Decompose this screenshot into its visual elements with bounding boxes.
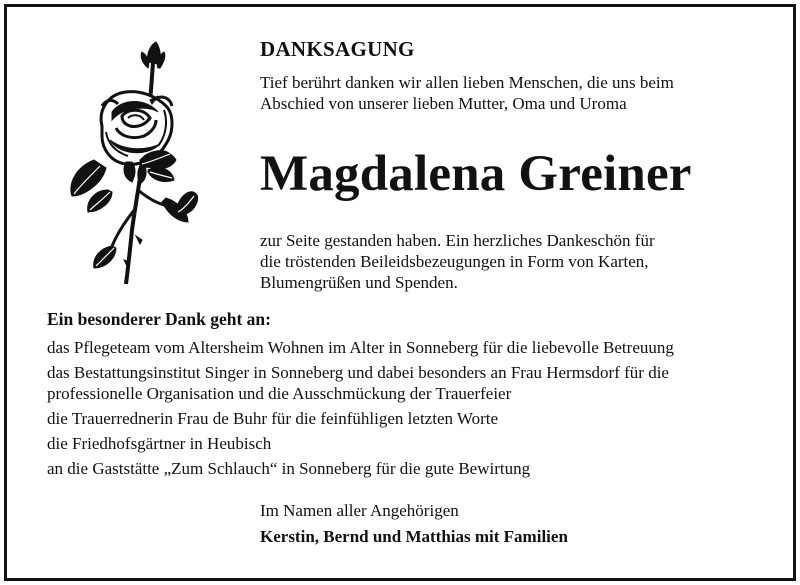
card-heading: DANKSAGUNG: [260, 37, 415, 61]
thanks-line: Blumengrüßen und Spenden.: [260, 273, 458, 292]
special-thanks-heading: Ein besonderer Dank geht an:: [47, 309, 271, 329]
intro-line: Abschied von unserer lieben Mutter, Oma und Uroma: [260, 94, 627, 113]
list-item: [47, 433, 767, 454]
list-item-line: professionelle Organisation und die Ausschmückung der Trauerfeier: [47, 384, 512, 403]
list-item: [47, 337, 767, 358]
intro-line: Tief berührt danken wir allen lieben Menschen, die uns beim: [260, 73, 674, 92]
list-item-line: an die Gaststätte „Zum Schlauch“ in Sonneberg für die gute Bewirtung: [47, 459, 531, 478]
intro-text: [260, 72, 780, 114]
list-item: [47, 458, 767, 479]
thanks-line: die tröstenden Beileidsbezeugungen in Form von Karten,: [260, 252, 649, 271]
list-item-line: die Trauerrednerin Frau de Buhr für die feinfühligen letzten Worte: [47, 409, 499, 428]
deceased-name: Magdalena Greiner: [260, 146, 692, 202]
closing-block: [260, 498, 568, 550]
list-item: [47, 362, 767, 404]
list-item-line: das Bestattungsinstitut Singer in Sonneberg und dabei besonders an Frau Hermsdorf für die: [47, 363, 669, 382]
list-item: [47, 408, 767, 429]
signature: Kerstin, Bernd und Matthias mit Familien: [260, 527, 568, 546]
closing-line: Im Namen aller Angehörigen: [260, 501, 459, 520]
rose-icon: [66, 40, 198, 288]
thanks-text: [260, 230, 780, 293]
list-item-line: das Pflegeteam vom Altersheim Wohnen im Alter in Sonneberg für die liebevolle Betreuung: [47, 338, 674, 357]
list-item-line: die Friedhofsgärtner in Heubisch: [47, 434, 272, 453]
thanks-list: [47, 337, 767, 483]
thanks-line: zur Seite gestanden haben. Ein herzliches Dankeschön für: [260, 231, 655, 250]
